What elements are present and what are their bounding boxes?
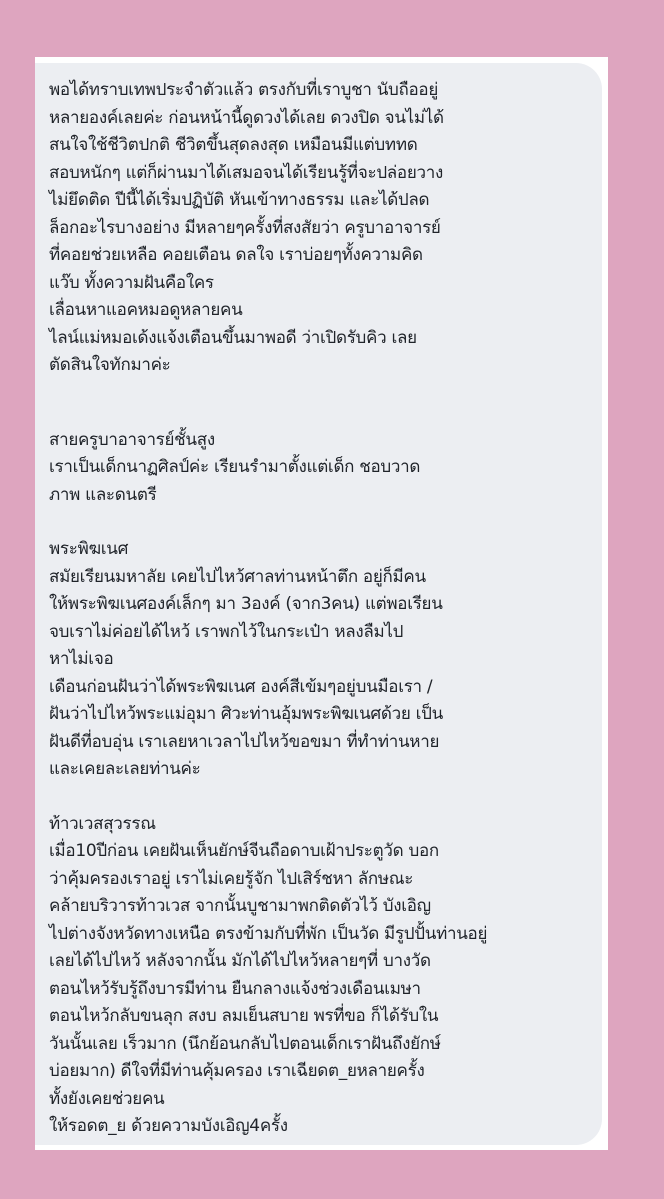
message-line: พอได้ทราบเทพประจำตัวแล้ว ตรงกับที่เราบูชา นับถืออยู่ [49, 80, 438, 100]
message-line: ไลน์แม่หมอเด้งแจ้งเตือนขึ้นมาพอดี ว่าเปิดรับคิว เลย [49, 327, 417, 348]
message-line: ล็อกอะไรบางอย่าง มีหลายๆครั้งที่สงสัยว่า ครูบาอาจารย์ [49, 217, 441, 238]
section-ganesha [49, 536, 589, 784]
section-heading: สายครูบาอาจารย์ชั้นสูง [49, 429, 215, 450]
section-heading: ท้าวเวสสุวรรณ [49, 813, 156, 834]
section-heading: พระพิฆเนศ [49, 539, 129, 559]
message-line: และเคยละเลยท่านค่ะ [49, 759, 201, 779]
message-line: เราเป็นเด็กนาฏศิลป์ค่ะ เรียนรำมาตั้งแต่เด็ก ชอบวาด [49, 457, 421, 477]
chat-message-bubble [35, 63, 602, 1145]
message-line: เมื่อ10ปีก่อน เคยฝันเห็นยักษ์จีนถือดาบเฝ้าประตูวัด บอก [49, 841, 439, 861]
paragraph-gap [49, 509, 589, 536]
message-line: หาไม่เจอ [49, 649, 114, 669]
paragraph-gap [49, 380, 589, 427]
message-line: ตัดสินใจทักมาค่ะ [49, 355, 171, 375]
section-vessavana [49, 811, 589, 1141]
message-line: แว๊บ ทั้งความฝันคือใคร [49, 272, 214, 293]
section-intro [49, 77, 589, 380]
message-line: คล้ายบริวารท้าวเวส จากนั้นบูชามาพกติดตัวไว้ บังเอิญ [49, 896, 431, 916]
message-line: ตอนไหว้รับรู้ถึงบารมีท่าน ยืนกลางแจ้งช่วงเดือนเมษา [49, 978, 421, 999]
paragraph-gap [49, 784, 589, 811]
message-line: วันนั้นเลย เร็วมาก (นึกย้อนกลับไปตอนเด็กเราฝันถึงยักษ์ [49, 1033, 441, 1054]
message-line: ไม่ยึดติด ปีนี้ได้เริ่มปฏิบัติ หันเข้าทางธรรม และได้ปลด [49, 190, 430, 210]
section-lineage [49, 427, 589, 510]
message-line: ตอนไหว้กลับขนลุก สงบ ลมเย็นสบาย พรที่ขอ ก็ได้รับใน [49, 1006, 439, 1026]
message-line: บ่อยมาก) ดีใจที่มีท่านคุ้มครอง เราเฉียดต_ยหลายครั้ง [49, 1061, 425, 1081]
message-line: ให้พระพิฆเนศองค์เล็กๆ มา 3องค์ (จาก3คน) แต่พอเรียน [49, 594, 443, 614]
message-line: ฝันว่าไปไหว้พระแม่อุมา ศิวะท่านอุ้มพระพิฆเนศด้วย เป็น [49, 704, 443, 724]
message-line: ภาพ และดนตรี [49, 484, 157, 505]
screenshot-card [35, 57, 608, 1150]
message-line: สอบหนักๆ แต่ก็ผ่านมาได้เสมอจนได้เรียนรู้ที่จะปล่อยวาง [49, 162, 443, 183]
message-line: ที่คอยช่วยเหลือ คอยเตือน ดลใจ เราบ่อยๆทั้งความคิด [49, 245, 423, 265]
message-line: หลายองค์เลยค่ะ ก่อนหน้านี้ดูดวงได้เลย ดวงปิด จนไม่ได้ [49, 107, 444, 128]
message-line: ไปต่างจังหวัดทางเหนือ ตรงข้ามกับที่พัก เป็นวัด มีรูปปั้นท่านอยู่ [49, 923, 488, 944]
message-line: ให้รอดต_ย ด้วยความบังเอิญ4ครั้ง [49, 1116, 288, 1136]
message-line: ทั้งยังเคยช่วยคน [49, 1088, 165, 1109]
message-line: สมัยเรียนมหาลัย เคยไปไหว้ศาลท่านหน้าตึก อยู่ก็มีคน [49, 566, 426, 587]
message-line: เลื่อนหาแอคหมอดูหลายคน [49, 300, 243, 320]
message-line: เดือนก่อนฝันว่าได้พระพิฆเนศ องค์สีเข้มๆอยู่บนมือเรา / [49, 676, 433, 697]
message-line: จบเราไม่ค่อยได้ไหว้ เราพกไว้ในกระเป๋า หลงลืมไป [49, 621, 404, 642]
message-line: ว่าคุ้มครองเราอยู่ เราไม่เคยรู้จัก ไปเสิร์ชหา ลักษณะ [49, 868, 414, 889]
message-line: ฝันดีที่อบอุ่น เราเลยหาเวลาไปไหว้ขอขมา ที่ทำท่านหาย [49, 731, 440, 752]
message-line: สนใจใช้ชีวิตปกติ ชีวิตขึ้นสุดลงสุด เหมือนมีแต่บททด [49, 135, 418, 155]
message-text [49, 77, 589, 1141]
message-line: เลยได้ไปไหว้ หลังจากนั้น มักได้ไปไหว้หลายๆที่ บางวัด [49, 951, 431, 971]
